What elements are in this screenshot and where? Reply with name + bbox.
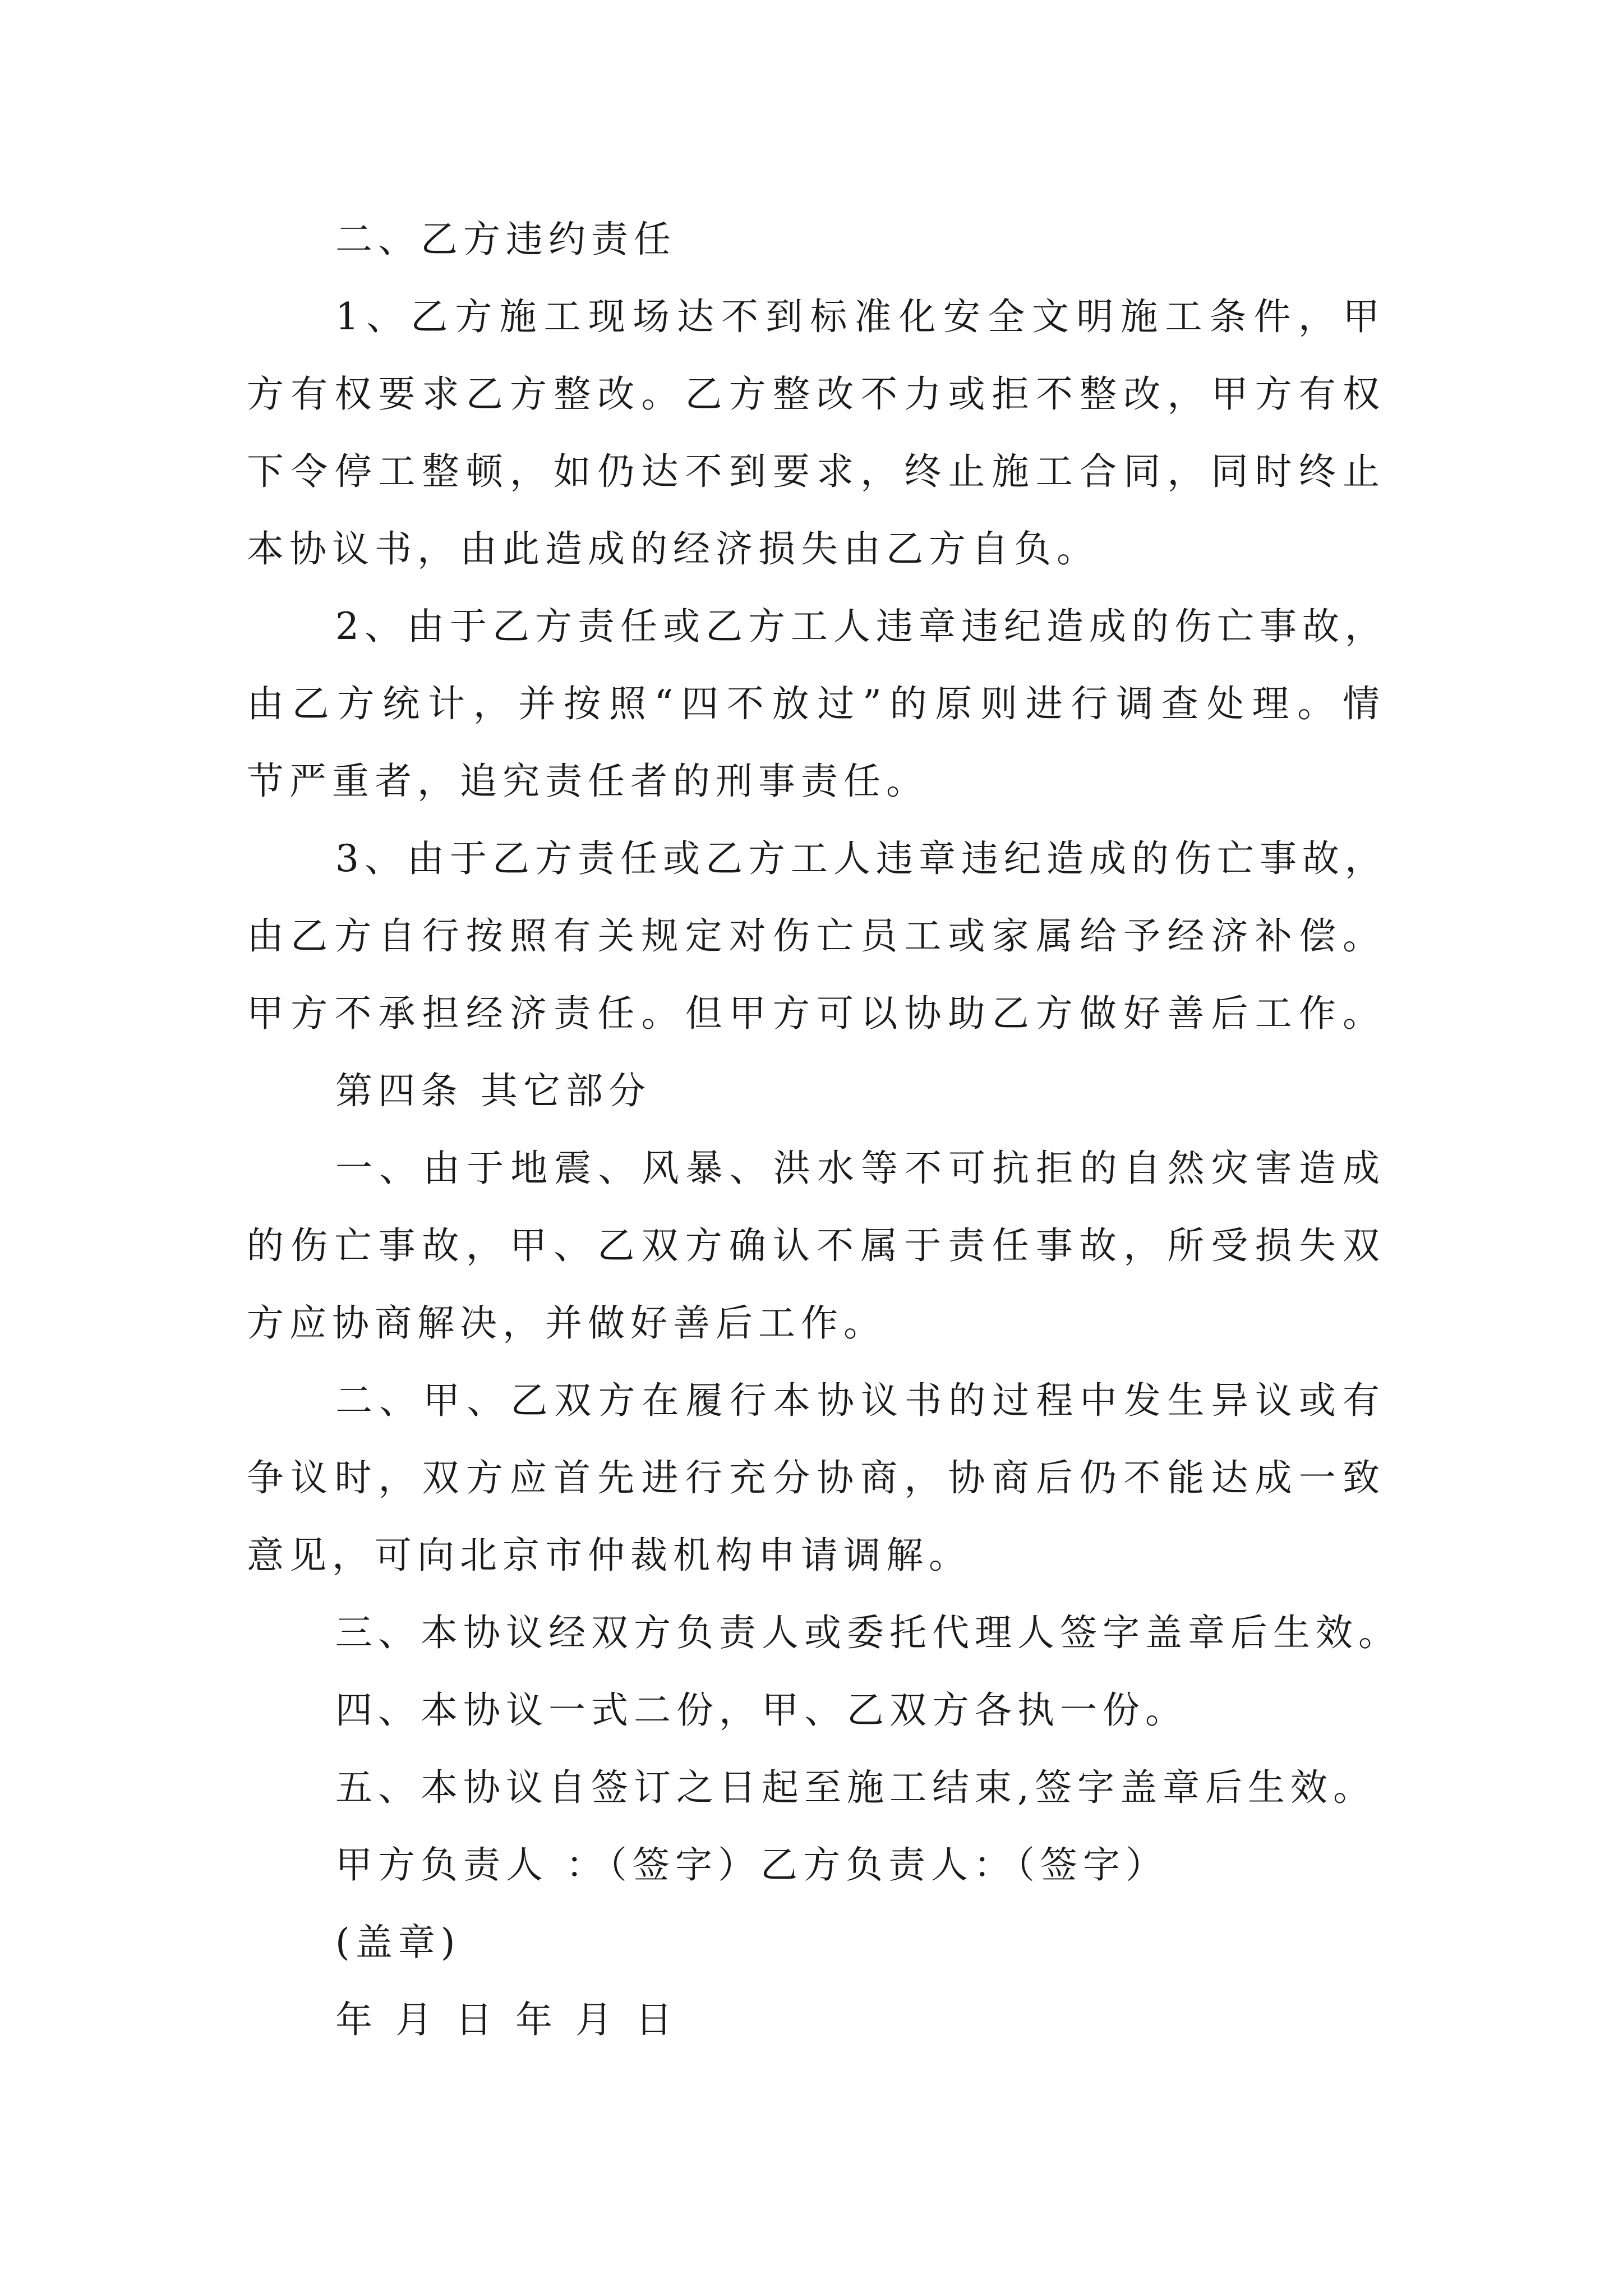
article-4-item-2-line-1: 二、甲、乙双方在履行本协议书的过程中发生异议或有 <box>335 1379 1385 1422</box>
article-4-heading: 第四条 其它部分 <box>335 1069 651 1112</box>
article-4-item-5: 五、本协议自签订之日起至施工结束,签字盖章后生效。 <box>335 1766 1376 1809</box>
section-heading-breach-party-b: 二、乙方违约责任 <box>335 218 676 261</box>
seal-line: (盖章) <box>335 1921 461 1964</box>
clause-2-line-3: 节严重者，追究责任者的刑事责任。 <box>247 760 929 803</box>
document-body <box>247 201 1401 2059</box>
clause-1-line-4: 本协议书，由此造成的经济损失由乙方自负。 <box>247 527 1099 570</box>
clause-3-line-3: 甲方不承担经济责任。但甲方可以协助乙方做好善后工作。 <box>247 992 1385 1035</box>
article-4-item-2-line-3: 意见，可向北京市仲裁机构申请调解。 <box>247 1534 971 1577</box>
clause-1-line-3: 下令停工整顿，如仍达不到要求，终止施工合同，同时终止 <box>247 450 1385 493</box>
article-4-item-2-line-2: 争议时，双方应首先进行充分协商，协商后仍不能达成一致 <box>247 1456 1385 1499</box>
clause-2-line-1: 2、由于乙方责任或乙方工人违章违纪造成的伤亡事故， <box>335 605 1387 648</box>
article-4-item-1-line-3: 方应协商解决，并做好善后工作。 <box>247 1301 886 1345</box>
clause-2-line-2: 由乙方统计，并按照“四不放过”的原则进行调查处理。情 <box>247 682 1385 725</box>
clause-3-line-1: 3、由于乙方责任或乙方工人违章违纪造成的伤亡事故， <box>335 837 1387 880</box>
article-4-item-1-line-2: 的伤亡事故，甲、乙双方确认不属于责任事故，所受损失双 <box>247 1224 1385 1267</box>
article-4-item-3: 三、本协议经双方负责人或委托代理人签字盖章后生效。 <box>335 1611 1401 1654</box>
clause-1-line-1: 1、乙方施工现场达不到标准化安全文明施工条件，甲 <box>335 295 1385 338</box>
article-4-item-4: 四、本协议一式二份，甲、乙双方各执一份。 <box>335 1688 1188 1732</box>
date-line: 年 月 日 年 月 日 <box>335 1998 678 2041</box>
article-4-item-1-line-1: 一、由于地震、风暴、洪水等不可抗拒的自然灾害造成 <box>335 1147 1385 1190</box>
signature-line: 甲方负责人 ：（签字）乙方负责人：（签字） <box>335 1843 1168 1887</box>
clause-1-line-2: 方有权要求乙方整改。乙方整改不力或拒不整改，甲方有权 <box>247 372 1385 416</box>
clause-3-line-2: 由乙方自行按照有关规定对伤亡员工或家属给予经济补偿。 <box>247 914 1385 958</box>
